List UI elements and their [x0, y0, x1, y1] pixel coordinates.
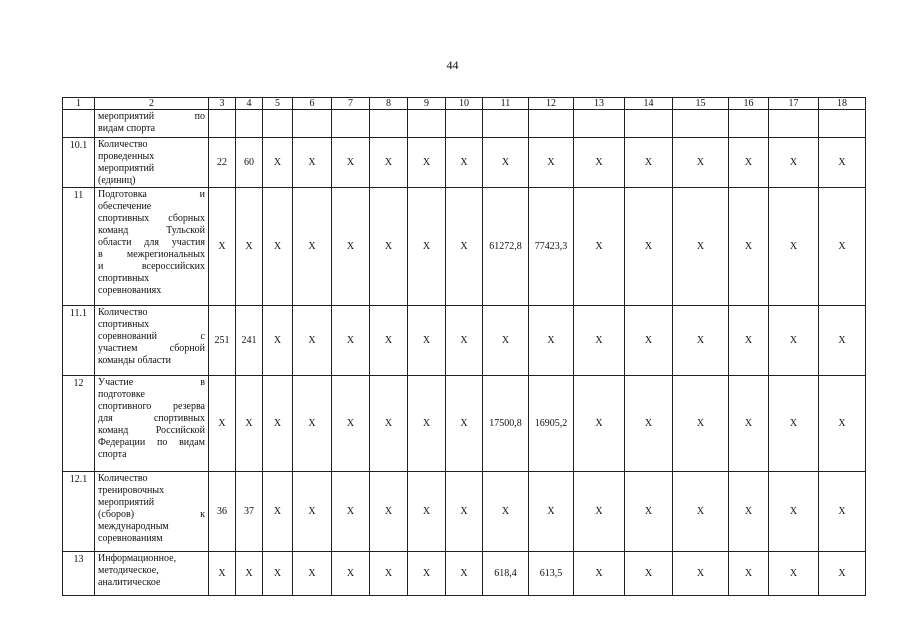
- page-number: 44: [446, 58, 459, 72]
- header-cell: 15: [673, 98, 729, 110]
- row-description-cell: [95, 110, 209, 138]
- value-cell: X: [574, 138, 625, 188]
- value-cell: X: [293, 138, 332, 188]
- value-cell: X: [574, 188, 625, 306]
- value-cell: X: [574, 472, 625, 552]
- value-cell: X: [446, 138, 483, 188]
- description-line: методическое,: [98, 565, 159, 576]
- value-cell: 16905,2: [529, 376, 574, 472]
- row-number-cell: 12.1: [63, 472, 95, 552]
- value-cell: X: [332, 552, 370, 596]
- value-cell: X: [446, 376, 483, 472]
- value-cell: X: [370, 472, 408, 552]
- value-cell: X: [729, 376, 769, 472]
- header-cell: 5: [263, 98, 293, 110]
- row-number-cell: 12: [63, 376, 95, 472]
- value-cell: X: [332, 306, 370, 376]
- header-cell: 6: [293, 98, 332, 110]
- value-cell: X: [769, 376, 819, 472]
- value-cell: X: [769, 552, 819, 596]
- description-line: Информационное,: [98, 553, 177, 564]
- value-cell: X: [625, 376, 673, 472]
- description-line: в межрегиональных: [98, 249, 205, 260]
- value-cell: X: [819, 306, 866, 376]
- description-line: мероприятий: [98, 497, 155, 508]
- row-number-cell: 13: [63, 552, 95, 596]
- value-cell: X: [236, 188, 263, 306]
- description-line: мероприятий по: [98, 111, 205, 122]
- row-description-cell: [95, 472, 209, 552]
- description-line: Подготовка и: [98, 189, 205, 200]
- table-row: [63, 306, 866, 376]
- header-cell: 2: [95, 98, 209, 110]
- header-cell: 8: [370, 98, 408, 110]
- value-cell: X: [769, 188, 819, 306]
- value-cell: X: [293, 306, 332, 376]
- description-line: для спортивных: [98, 413, 205, 424]
- row-description-cell: [95, 376, 209, 472]
- description-line: команды области: [98, 355, 171, 366]
- description-line: области для участия: [98, 237, 205, 248]
- value-cell: X: [408, 188, 446, 306]
- value-cell: [529, 110, 574, 138]
- value-cell: 17500,8: [483, 376, 529, 472]
- header-cell: 1: [63, 98, 95, 110]
- description-line: спортивного резерва: [98, 401, 205, 412]
- value-cell: [370, 110, 408, 138]
- value-cell: X: [673, 376, 729, 472]
- value-cell: [819, 110, 866, 138]
- value-cell: X: [446, 306, 483, 376]
- value-cell: X: [769, 306, 819, 376]
- value-cell: X: [263, 138, 293, 188]
- value-cell: X: [673, 472, 729, 552]
- value-cell: X: [263, 472, 293, 552]
- value-cell: 22: [209, 138, 236, 188]
- description-line: подготовке: [98, 389, 145, 400]
- row-description-cell: [95, 188, 209, 306]
- value-cell: X: [293, 472, 332, 552]
- header-cell: 9: [408, 98, 446, 110]
- table-row: [63, 376, 866, 472]
- table-row: [63, 472, 866, 552]
- value-cell: [574, 110, 625, 138]
- value-cell: [408, 110, 446, 138]
- value-cell: X: [370, 138, 408, 188]
- value-cell: [625, 110, 673, 138]
- value-cell: X: [529, 306, 574, 376]
- value-cell: X: [625, 188, 673, 306]
- value-cell: X: [673, 138, 729, 188]
- value-cell: X: [332, 138, 370, 188]
- description-line: тренировочных: [98, 485, 165, 496]
- header-cell: 7: [332, 98, 370, 110]
- value-cell: X: [574, 552, 625, 596]
- value-cell: X: [729, 306, 769, 376]
- description-line: Количество: [98, 139, 148, 150]
- value-cell: X: [446, 552, 483, 596]
- value-cell: X: [483, 138, 529, 188]
- description-line: и всероссийских: [98, 261, 205, 272]
- description-line: команд Российской: [98, 425, 205, 436]
- description-line: спортивных: [98, 273, 150, 284]
- value-cell: X: [574, 306, 625, 376]
- value-cell: X: [625, 138, 673, 188]
- value-cell: X: [729, 138, 769, 188]
- value-cell: [263, 110, 293, 138]
- description-line: Участие в: [98, 377, 205, 388]
- value-cell: 241: [236, 306, 263, 376]
- description-line: спортивных сборных: [98, 213, 205, 224]
- value-cell: 61272,8: [483, 188, 529, 306]
- description-line: (единиц): [98, 175, 136, 186]
- value-cell: X: [236, 552, 263, 596]
- value-cell: X: [408, 552, 446, 596]
- value-cell: [293, 110, 332, 138]
- description-line: соревнований с: [98, 331, 205, 342]
- value-cell: X: [408, 472, 446, 552]
- header-cell: 11: [483, 98, 529, 110]
- row-number-cell: [63, 110, 95, 138]
- value-cell: [236, 110, 263, 138]
- description-line: соревнованиях: [98, 285, 162, 296]
- value-cell: X: [819, 552, 866, 596]
- header-row: [63, 98, 866, 110]
- table-row: [63, 110, 866, 138]
- row-description-cell: [95, 306, 209, 376]
- description-line: участием сборной: [98, 343, 205, 354]
- table-row: [63, 552, 866, 596]
- value-cell: [769, 110, 819, 138]
- header-cell: 14: [625, 98, 673, 110]
- header-cell: 3: [209, 98, 236, 110]
- value-cell: X: [293, 376, 332, 472]
- value-cell: X: [769, 138, 819, 188]
- table-row: [63, 138, 866, 188]
- row-number-cell: 10.1: [63, 138, 95, 188]
- row-number-cell: 11: [63, 188, 95, 306]
- value-cell: X: [263, 188, 293, 306]
- value-cell: 36: [209, 472, 236, 552]
- value-cell: 251: [209, 306, 236, 376]
- value-cell: X: [332, 188, 370, 306]
- value-cell: X: [209, 188, 236, 306]
- value-cell: X: [729, 472, 769, 552]
- description-line: (сборов) к: [98, 509, 205, 520]
- value-cell: [209, 110, 236, 138]
- value-cell: [483, 110, 529, 138]
- value-cell: [446, 110, 483, 138]
- description-line: Количество: [98, 307, 148, 318]
- value-cell: X: [263, 306, 293, 376]
- value-cell: X: [293, 552, 332, 596]
- value-cell: X: [819, 188, 866, 306]
- value-cell: X: [408, 376, 446, 472]
- value-cell: X: [819, 138, 866, 188]
- header-cell: 13: [574, 98, 625, 110]
- description-line: соревнованиям: [98, 533, 163, 544]
- value-cell: X: [408, 138, 446, 188]
- value-cell: X: [625, 552, 673, 596]
- description-line: видам спорта: [98, 123, 156, 134]
- value-cell: [673, 110, 729, 138]
- value-cell: X: [293, 188, 332, 306]
- header-cell: 18: [819, 98, 866, 110]
- value-cell: X: [446, 472, 483, 552]
- description-line: Федерации по видам: [98, 437, 205, 448]
- value-cell: X: [625, 306, 673, 376]
- row-description-cell: [95, 552, 209, 596]
- value-cell: X: [529, 138, 574, 188]
- header-cell: 10: [446, 98, 483, 110]
- value-cell: X: [574, 376, 625, 472]
- value-cell: X: [408, 306, 446, 376]
- description-line: аналитическое: [98, 577, 161, 588]
- value-cell: X: [673, 552, 729, 596]
- table-row: [63, 188, 866, 306]
- description-line: обеспечение: [98, 201, 152, 212]
- value-cell: [332, 110, 370, 138]
- row-number-cell: 11.1: [63, 306, 95, 376]
- description-line: спорта: [98, 449, 127, 460]
- value-cell: 37: [236, 472, 263, 552]
- value-cell: X: [673, 306, 729, 376]
- value-cell: 613,5: [529, 552, 574, 596]
- value-cell: X: [819, 472, 866, 552]
- value-cell: X: [209, 376, 236, 472]
- value-cell: X: [236, 376, 263, 472]
- value-cell: X: [673, 188, 729, 306]
- data-table: [62, 97, 866, 596]
- header-cell: 12: [529, 98, 574, 110]
- value-cell: X: [769, 472, 819, 552]
- value-cell: X: [819, 376, 866, 472]
- value-cell: X: [263, 376, 293, 472]
- value-cell: X: [370, 552, 408, 596]
- value-cell: 618,4: [483, 552, 529, 596]
- value-cell: [729, 110, 769, 138]
- row-description-cell: [95, 138, 209, 188]
- header-cell: 16: [729, 98, 769, 110]
- value-cell: 77423,3: [529, 188, 574, 306]
- description-line: мероприятий: [98, 163, 155, 174]
- value-cell: X: [729, 552, 769, 596]
- value-cell: X: [263, 552, 293, 596]
- description-line: проведенных: [98, 151, 155, 162]
- value-cell: X: [729, 188, 769, 306]
- description-line: спортивных: [98, 319, 150, 330]
- value-cell: X: [483, 472, 529, 552]
- value-cell: X: [332, 376, 370, 472]
- value-cell: X: [209, 552, 236, 596]
- description-line: команд Тульской: [98, 225, 205, 236]
- value-cell: X: [370, 188, 408, 306]
- header-cell: 4: [236, 98, 263, 110]
- value-cell: X: [446, 188, 483, 306]
- description-line: международным: [98, 521, 169, 532]
- value-cell: X: [370, 306, 408, 376]
- value-cell: X: [529, 472, 574, 552]
- value-cell: 60: [236, 138, 263, 188]
- description-line: Количество: [98, 473, 148, 484]
- value-cell: X: [370, 376, 408, 472]
- value-cell: X: [625, 472, 673, 552]
- header-cell: 17: [769, 98, 819, 110]
- value-cell: X: [483, 306, 529, 376]
- value-cell: X: [332, 472, 370, 552]
